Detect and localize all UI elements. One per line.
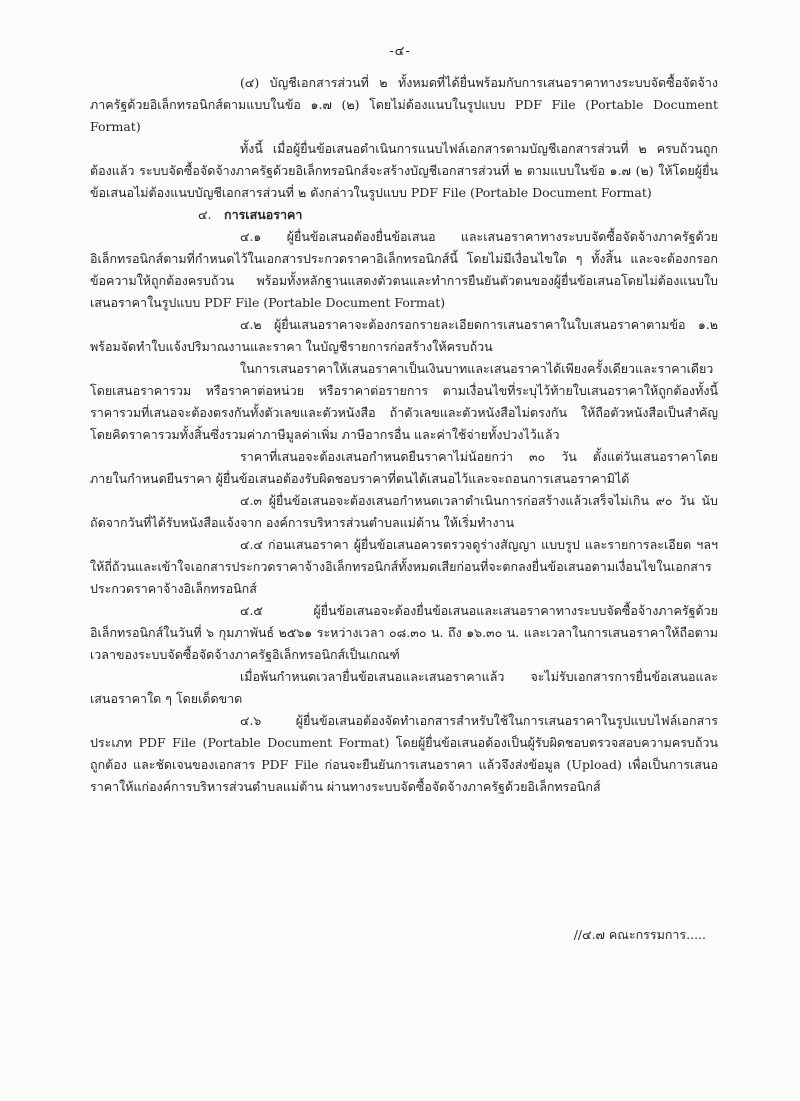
paragraph-note: ทั้งนี้ เมื่อผู้ยื่นข้อเสนอดำเนินการแนบไฟล์เอกสารตามบัญชีเอกสารส่วนที่ ๒ ครบถ้วนถูกต้องแล้ว ระบบจัดซื้อจัดจ้างภาครัฐด้วยอิเล็กทรอนิกส์จะสร้างบัญชีเอกสารส่วนที่ ๒ ตามแบบในข้อ ๑.๗ (๒) ให้โดยผู้ยื่นข้อเสนอไม่ต้องแนบบัญชีเอกสารส่วนที่ ๒ ดังกล่าวในรูปแบบ PDF File (Portable Document Format) xyxy=(90,141,718,200)
continuation-note: //๔.๗ คณะกรรมการ..... xyxy=(573,927,706,942)
item-4-4: ๔.๔ ก่อนเสนอราคา ผู้ยื่นข้อเสนอควรตรวจดูร่างสัญญา แบบรูป และรายการละเอียด ฯลฯ ให้ถี่ถ้วนและเข้าใจเอกสารประกวดราคาจ้างอิเล็กทรอนิกส์ทั้งหมดเสียก่อนที่จะตกลงยื่นข้อเสนอตามเงื่อนไขในเอกสารประกวดราคาจ้างอิเล็กทรอนิกส์ xyxy=(90,537,718,596)
page-number: -๔- xyxy=(389,44,411,59)
item-4-6: ๔.๖ ผู้ยื่นข้อเสนอต้องจัดทำเอกสารสำหรับใช้ในการเสนอราคาในรูปแบบไฟล์เอกสารประเภท PDF File (Portable Document Format) โดยผู้ยื่นข้อเสนอต้องเป็นผู้รับผิดชอบตรวจสอบความครบถ้วนถูกต้อง และชัดเจนของเอกสาร PDF File ก่อนจะยืนยันการเสนอราคา แล้วจึงส่งข้อมูล (Upload) เพื่อเป็นการเสนอราคาให้แก่องค์การบริหารส่วนตำบลแม่ต้าน ผ่านทางระบบจัดซื้อจัดจ้างภาครัฐด้วยอิเล็กทรอนิกส์ xyxy=(90,713,718,794)
section-title: การเสนอราคา xyxy=(224,207,303,222)
section-heading xyxy=(90,204,718,226)
section-number: ๔. xyxy=(198,207,212,222)
paragraph-attachment-list: (๔) บัญชีเอกสารส่วนที่ ๒ ทั้งหมดที่ได้ยื่นพร้อมกับการเสนอราคาทางระบบจัดซื้อจัดจ้างภาครัฐด้วยอิเล็กทรอนิกส์ตามแบบในข้อ ๑.๗ (๒) โดยไม่ต้องแนบในรูปแบบ PDF File (Portable Document Format) xyxy=(90,75,718,134)
item-4-2: ๔.๒ ผู้ยื่นเสนอราคาจะต้องกรอกรายละเอียดการเสนอราคาในใบเสนอราคาตามข้อ ๑.๒ พร้อมจัดทำใบแจ้งปริมาณงานและราคา ในบัญชีรายการก่อสร้างให้ครบถ้วน xyxy=(90,317,718,354)
item-4-3: ๔.๓ ผู้ยื่นข้อเสนอจะต้องเสนอกำหนดเวลาดำเนินการก่อสร้างแล้วเสร็จไม่เกิน ๙๐ วัน นับถัดจากวันที่ได้รับหนังสือแจ้งจาก องค์การบริหารส่วนตำบลแม่ต้าน ให้เริ่มทำงาน xyxy=(90,493,718,530)
document-body xyxy=(90,72,718,798)
item-4-1: ๔.๑ ผู้ยื่นข้อเสนอต้องยื่นข้อเสนอ และเสนอราคาทางระบบจัดซื้อจัดจ้างภาครัฐด้วยอิเล็กทรอนิกส์ตามที่กำหนดไว้ในเอกสารประกวดราคาอิเล็กทรอนิกส์นี้ โดยไม่มีเงื่อนไขใด ๆ ทั้งสิ้น และจะต้องกรอกข้อความให้ถูกต้องครบถ้วน พร้อมทั้งหลักฐานแสดงตัวตนและทำการยืนยันตัวตนของผู้ยื่นข้อเสนอโดยไม่ต้องแนบใบเสนอราคาในรูปแบบ PDF File (Portable Document Format) xyxy=(90,229,718,310)
item-4-2-price-rules: ในการเสนอราคาให้เสนอราคาเป็นเงินบาทและเสนอราคาได้เพียงครั้งเดียวและราคาเดียว โดยเสนอราคารวม หรือราคาต่อหน่วย หรือราคาต่อรายการ ตามเงื่อนไขที่ระบุไว้ท้ายใบเสนอราคาให้ถูกต้องทั้งนี้ ราคารวมที่เสนอจะต้องตรงกันทั้งตัวเลขและตัวหนังสือ ถ้าตัวเลขและตัวหนังสือไม่ตรงกัน ให้ถือตัวหนังสือเป็นสำคัญ โดยคิดราคารวมทั้งสิ้นซึ่งรวมค่าภาษีมูลค่าเพิ่ม ภาษีอากรอื่น และค่าใช้จ่ายทั้งปวงไว้แล้ว xyxy=(90,361,718,442)
item-4-5-deadline: เมื่อพ้นกำหนดเวลายื่นข้อเสนอและเสนอราคาแล้ว จะไม่รับเอกสารการยื่นข้อเสนอและเสนอราคาใด ๆ โดยเด็ดขาด xyxy=(90,669,718,706)
item-4-2-price-validity: ราคาที่เสนอจะต้องเสนอกำหนดยืนราคาไม่น้อยกว่า ๓๐ วัน ตั้งแต่วันเสนอราคาโดยภายในกำหนดยืนราคา ผู้ยื่นข้อเสนอต้องรับผิดชอบราคาที่ตนได้เสนอไว้และจะถอนการเสนอราคามิได้ xyxy=(90,449,718,486)
item-4-5: ๔.๕ ผู้ยื่นข้อเสนอจะต้องยื่นข้อเสนอและเสนอราคาทางระบบจัดซื้อจ้างภาครัฐด้วยอิเล็กทรอนิกส์ในวันที่ ๖ กุมภาพันธ์ ๒๕๖๑ ระหว่างเวลา ๐๘.๓๐ น. ถึง ๑๖.๓๐ น. และเวลาในการเสนอราคาให้ถือตามเวลาของระบบจัดซื้อจัดจ้างภาครัฐอิเล็กทรอนิกส์เป็นเกณฑ์ xyxy=(90,603,718,662)
